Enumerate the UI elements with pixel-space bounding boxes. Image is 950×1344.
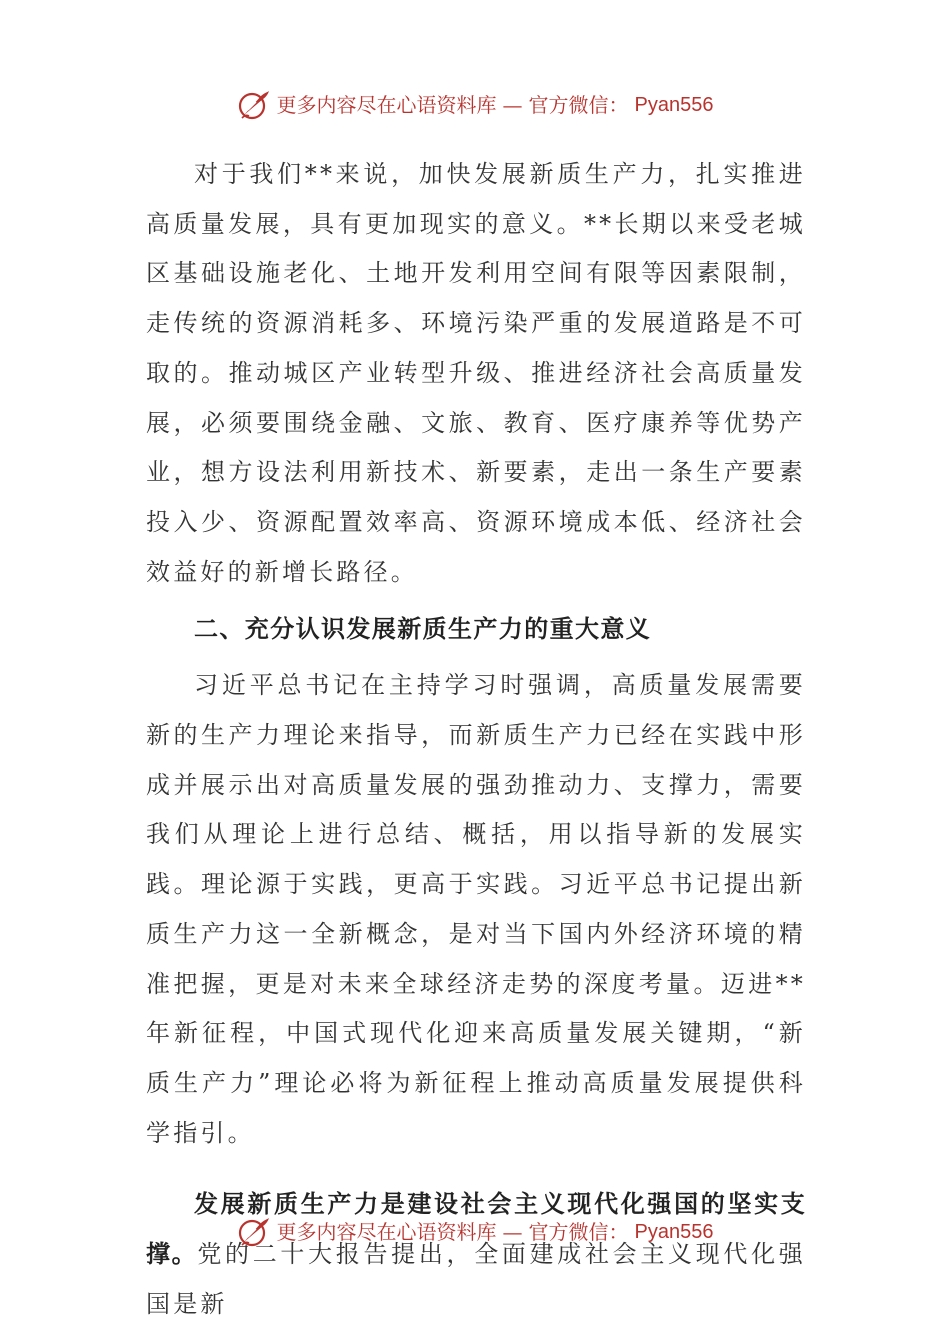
paragraph-3-lead: 发展新质生产力是建设社会主义现代化强国的坚实支撑。 <box>146 1190 806 1269</box>
paragraph-3-text: 党的二十大报告提出，全面建成社会主义现代化强国是新 <box>146 1240 806 1318</box>
footer-banner <box>0 1215 950 1249</box>
document-body <box>146 150 806 1329</box>
header-banner <box>0 88 950 122</box>
banner-main-text: 更多内容尽在心语资料库 <box>276 1220 497 1244</box>
banner-dash: — <box>502 1220 523 1244</box>
quill-pen-logo-icon <box>237 1215 271 1249</box>
banner-account: Pyan556 <box>634 94 714 116</box>
banner-wechat-label: 官方微信： <box>528 1220 629 1244</box>
banner-wechat-label: 官方微信： <box>528 93 629 117</box>
paragraph-1: 对于我们**来说，加快发展新质生产力，扎实推进高质量发展，具有更加现实的意义。**长期以来受老城区基础设施老化、土地开发利用空间有限等因素限制，走传统的资源消耗多、环境污染严重的发展道路是不可取的。推动城区产业转型升级、推进经济社会高质量发展，必须要围绕金融、文旅、教育、医疗康养等优势产业，想方设法利用新技术、新要素，走出一条生产要素投入少、资源配置效率高、资源环境成本低、经济社会效益好的新增长路径。 <box>146 160 806 586</box>
banner-dash: — <box>502 93 523 117</box>
paragraph-2: 习近平总书记在主持学习时强调，高质量发展需要新的生产力理论来指导，而新质生产力已经在实践中形成并展示出对高质量发展的强劲推动力、支撑力，需要我们从理论上进行总结、概括，用以指导新的发展实践。理论源于实践，更高于实践。习近平总书记提出新质生产力这一全新概念，是对当下国内外经济环境的精准把握，更是对未来全球经济走势的深度考量。迈进**年新征程，中国式现代化迎来高质量发展关键期，“新质生产力”理论必将为新征程上推动高质量发展提供科学指引。 <box>146 671 806 1147</box>
quill-pen-logo-icon <box>237 88 271 122</box>
banner-main-text: 更多内容尽在心语资料库 <box>276 93 497 117</box>
banner-account: Pyan556 <box>634 1221 714 1243</box>
paragraph-3 <box>146 1180 806 1329</box>
section-heading-2: 二、充分认识发展新质生产力的重大意义 <box>194 615 652 644</box>
